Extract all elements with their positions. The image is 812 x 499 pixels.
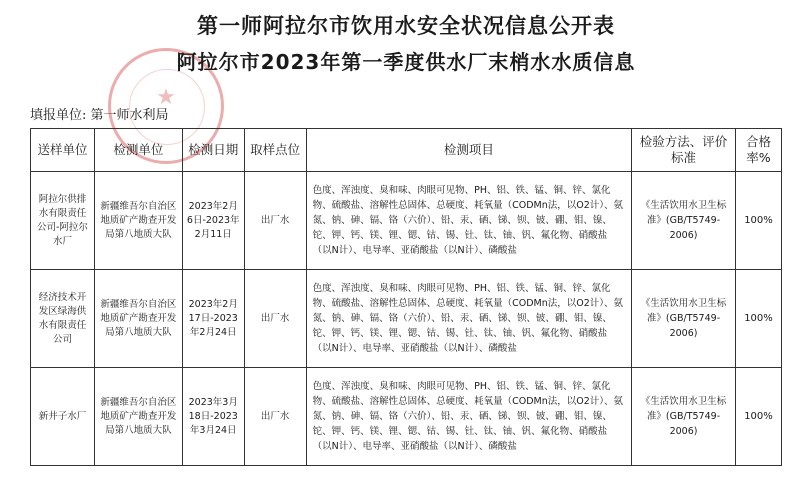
cell-standard: 《生活饮用水卫生标准》(GB/T5749-2006) bbox=[632, 172, 736, 270]
cell-point: 出厂水 bbox=[244, 172, 306, 270]
filing-unit-label: 填报单位: bbox=[30, 108, 87, 123]
header-items: 检测项目 bbox=[306, 129, 631, 172]
cell-lab: 新疆维吾尔自治区地质矿产勘查开发局第八地质大队 bbox=[94, 172, 182, 270]
cell-items: 色度、浑浊度、臭和味、肉眼可见物、PH、铝、铁、锰、铜、锌、氯化物、硫酸盐、溶解性总固体、总硬度、耗氧量（CODMn法，以O2计）、氨氮、钠、砷、镉、铬（六价）、铅、汞、硒、锑、钡、铍、硼、钼、镍、铊、钾、钙、镁、锂、锶、钴、锡、钍、钛、铀、钒、氟化物、硝酸盐（以N计）、电导率、亚硝酸盐（以N计）、磷酸盐 bbox=[306, 368, 631, 466]
table-row bbox=[31, 270, 782, 368]
filing-unit-value: 第一师水利局 bbox=[90, 108, 169, 123]
filing-unit bbox=[30, 104, 169, 123]
cell-point: 出厂水 bbox=[244, 368, 306, 466]
page-subtitle: 阿拉尔市2023年第一季度供水厂末梢水水质信息 bbox=[176, 50, 636, 74]
table-row bbox=[31, 368, 782, 466]
cell-lab: 新疆维吾尔自治区地质矿产勘查开发局第八地质大队 bbox=[94, 368, 182, 466]
cell-items: 色度、浑浊度、臭和味、肉眼可见物、PH、铝、铁、锰、铜、锌、氯化物、硫酸盐、溶解性总固体、总硬度、耗氧量（CODMn法，以O2计）、氨氮、钠、砷、镉、铬（六价）、铅、汞、硒、锑、钡、铍、硼、钼、镍、铊、钾、钙、镁、锂、锶、钴、锡、钍、钛、铀、钒、氟化物、硝酸盐（以N计）、电导率、亚硝酸盐（以N计）、磷酸盐 bbox=[306, 270, 631, 368]
header-lab: 检测单位 bbox=[94, 129, 182, 172]
header-rate: 合格率% bbox=[735, 129, 781, 172]
cell-sender: 阿拉尔供排水有限责任公司-阿拉尔水厂 bbox=[31, 172, 95, 270]
cell-standard: 《生活饮用水卫生标准》(GB/T5749-2006) bbox=[632, 368, 736, 466]
cell-sender: 经济技术开发区绿海供水有限责任公司 bbox=[31, 270, 95, 368]
cell-lab: 新疆维吾尔自治区地质矿产勘查开发局第八地质大队 bbox=[94, 270, 182, 368]
cell-date: 2023年2月17日-2023年2月24日 bbox=[182, 270, 244, 368]
cell-rate: 100% bbox=[735, 368, 781, 466]
table-header-row bbox=[31, 129, 782, 172]
cell-rate: 100% bbox=[735, 270, 781, 368]
cell-date: 2023年2月6日-2023年2月11日 bbox=[182, 172, 244, 270]
cell-standard: 《生活饮用水卫生标准》(GB/T5749-2006) bbox=[632, 270, 736, 368]
table-row bbox=[31, 172, 782, 270]
header-standard: 检验方法、评价标准 bbox=[632, 129, 736, 172]
header-point: 取样点位 bbox=[244, 129, 306, 172]
cell-point: 出厂水 bbox=[244, 270, 306, 368]
header-date: 检测日期 bbox=[182, 129, 244, 172]
header-sender: 送样单位 bbox=[31, 129, 95, 172]
cell-sender: 新井子水厂 bbox=[31, 368, 95, 466]
page-title: 第一师阿拉尔市饮用水安全状况信息公开表 bbox=[197, 14, 615, 38]
cell-rate: 100% bbox=[735, 172, 781, 270]
cell-items: 色度、浑浊度、臭和味、肉眼可见物、PH、铝、铁、锰、铜、锌、氯化物、硫酸盐、溶解性总固体、总硬度、耗氧量（CODMn法，以O2计）、氨氮、钠、砷、镉、铬（六价）、铅、汞、硒、锑、钡、铍、硼、钼、镍、铊、钾、钙、镁、锂、锶、钴、锡、钍、钛、铀、钒、氟化物、硝酸盐（以N计）、电导率、亚硝酸盐（以N计）、磷酸盐 bbox=[306, 172, 631, 270]
water-quality-table bbox=[30, 128, 782, 466]
cell-date: 2023年3月18日-2023年3月24日 bbox=[182, 368, 244, 466]
seal-star-icon: ★ bbox=[156, 85, 176, 110]
